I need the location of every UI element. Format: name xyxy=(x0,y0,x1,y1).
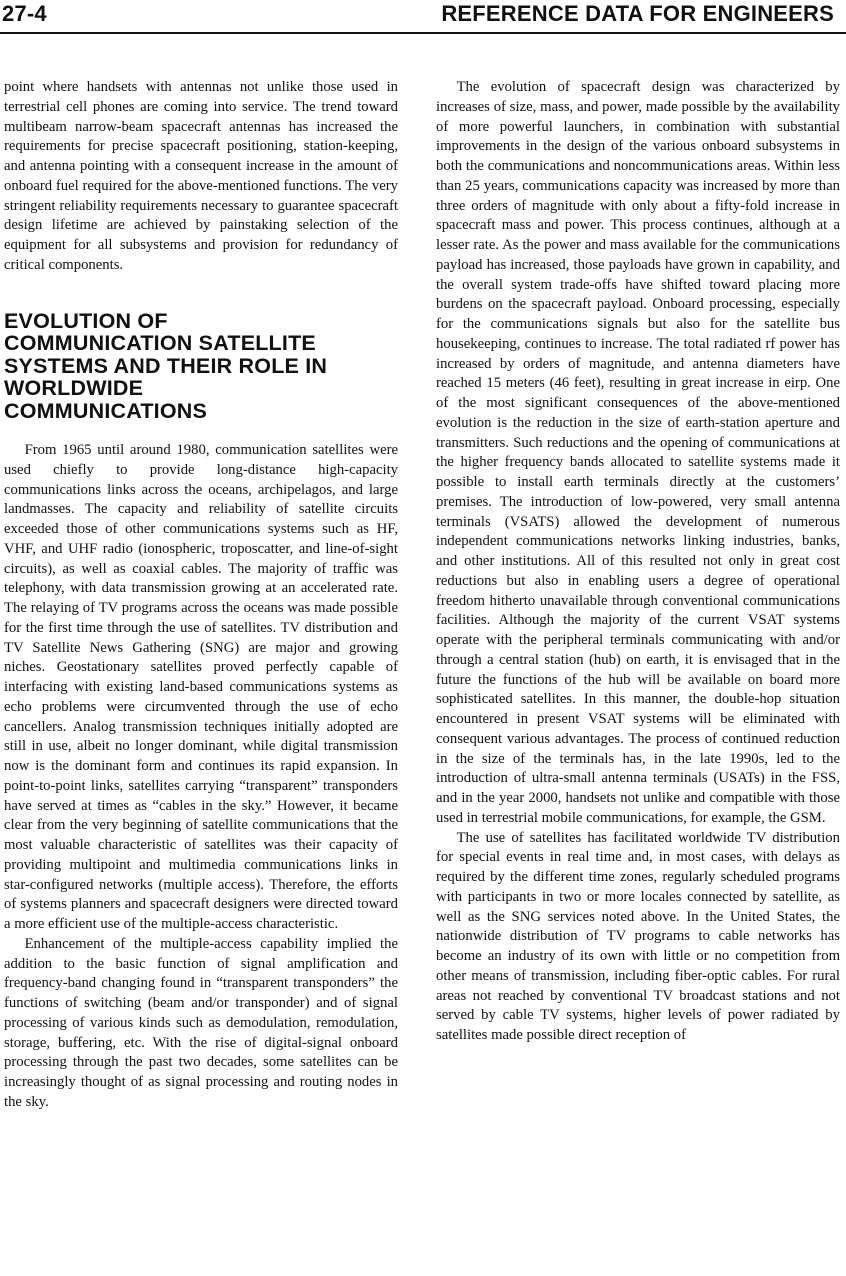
heading-line: WORLDWIDE xyxy=(4,376,144,400)
heading-line: EVOLUTION OF xyxy=(4,308,168,333)
section-heading xyxy=(4,310,398,423)
body-paragraph: The use of satellites has facilitated worldwide TV distribution for special events in real time and, in most cases, with delays as required by the different time zones, regularly scheduled programs with participants in two or more locales connected by satellite, as well as the SNG services noted above. In the United States, the nationwide distribution of TV programs to cable networks has become an industry of its own with little or no competition from other means of transmission, including fiber-optic cables. For rural areas not reached by conventional TV broadcast stations and not served by cable TV systems, higher levels of power radiated by satellites made possible direct reception of xyxy=(436,829,840,1043)
running-title: REFERENCE DATA FOR ENGINEERS xyxy=(441,1,834,26)
left-column xyxy=(4,78,398,1113)
page-header xyxy=(0,0,846,34)
intro-paragraph: point where handsets with antennas not unlike those used in terrestrial cell phones are coming into service. The trend toward multibeam narrow-beam spacecraft antennas has increased the requirements for precise spacecraft positioning, station-keeping, and antenna pointing with a consequent increase in the amount of onboard fuel required for the above-mentioned functions. The very stringent reliability requirements necessary to guarantee spacecraft design lifetime are achieved by painstaking selection of the equipment for all subsystems and provision for redundancy of critical components. xyxy=(4,79,398,273)
right-column xyxy=(436,78,840,1046)
body-paragraph: From 1965 until around 1980, communication satellites were used chiefly to provide long-distance high-capacity communications links across the oceans, archipelagos, and large landmasses. The capacity and reliability of satellite circuits exceeded those of other communications systems such as HF, VHF, and UHF radio (ionospheric, troposcatter, and line-of-sight circuits), as well as coaxial cables. The majority of traffic was telephony, with data transmission growing at an accelerated rate. The relaying of TV programs across the oceans was made possible for the first time through the use of satellites. TV distribution and TV Satellite News Gathering (SNG) are major and growing niches. Geostationary satellites proved perfectly capable of interfacing with existing land-based communications systems as echo problems were circumvented through the use of echo cancellers. Analog transmission techniques initially adopted are still in use, albeit no longer dominant, while digital transmission now is the dominant form and continues its rapid expansion. In point-to-point links, satellites carrying “transparent” transponders have served at times as “cables in the sky.” However, it became clear from the very beginning of satellite communications that the most valuable characteristic of satellites was their capacity of providing multipoint and multimedia communications links in star-configured networks (multiple access). Therefore, the efforts of systems planners and spacecraft designers were directed toward a more efficient use of the multiple-access characteristic. xyxy=(4,442,398,932)
heading-line: COMMUNICATION SATELLITE xyxy=(4,331,316,355)
body-paragraph: The evolution of spacecraft design was characterized by increases of size, mass, and power, made possible by the availability of more powerful launchers, in combination with substantial improvements in the design of the various onboard subsystems in both the communications and noncommunications areas. Within less than 25 years, communications capacity was increased by more than three orders of magnitude with only about a fifty-fold increase in spacecraft mass and power. This process continues, although at a lesser rate. As the power and mass available for the communications payload has increased, those payloads have grown in capability, and the overall system trade-offs have shifted toward placing more burdens on the spacecraft payload. Onboard processing, especially for the communications signals but also for the satellite bus housekeeping, continues to increase. The total radiated rf power has increased by orders of magnitude, and antenna diameters have reached 15 meters (46 feet), resulting in great increase in eirp. One of the most significant consequences of the above-mentioned evolution is the reduction in the size of earth-station aperture and transmitters. Such reductions and the opening of communications at the higher frequency bands allocated to satellite systems made it possible to install earth terminals directly at the customers’ premises. The introduction of low-powered, very small antenna terminals (VSATS) allowed the development of numerous independent communications networks linking industries, banks, and other institutions. All of this resulted not only in great cost reductions but also in enabling users a degree of operational freedom hitherto unavailable through conventional communications facilities. Although the majority of the current VSAT systems operate with the peripheral terminals communicating with and/or through a central station (hub) on earth, it is envisaged that in the future the functions of the hub will be available on board more sophisticated satellites. In this manner, the double-hop situation encountered in present VSAT systems will be eliminated with consequent various advantages. The process of continued reduction in the size of the terminals has, in the late 1990s, led to the introduction of ultra-small antenna terminals (USATs) in the FSS, and in the year 2000, handsets not unlike and compatible with those used in terrestrial mobile communications, for example, the GSM. xyxy=(436,79,840,826)
heading-line: SYSTEMS AND THEIR ROLE IN xyxy=(4,353,328,378)
body-paragraph: Enhancement of the multiple-access capability implied the addition to the basic function of signal amplification and frequency-band changing found in “transparent transponders” the functions of switching (beam and/or transponder) and of signal processing of various kinds such as demodulation, remodulation, storage, buffering, etc. With the rise of digital-signal onboard processing through the past two decades, some satellites can be increasingly thought of as signal processing and routing nodes in the sky. xyxy=(4,935,398,1110)
page-number: 27-4 xyxy=(2,1,47,26)
heading-line: COMMUNICATIONS xyxy=(4,398,208,423)
